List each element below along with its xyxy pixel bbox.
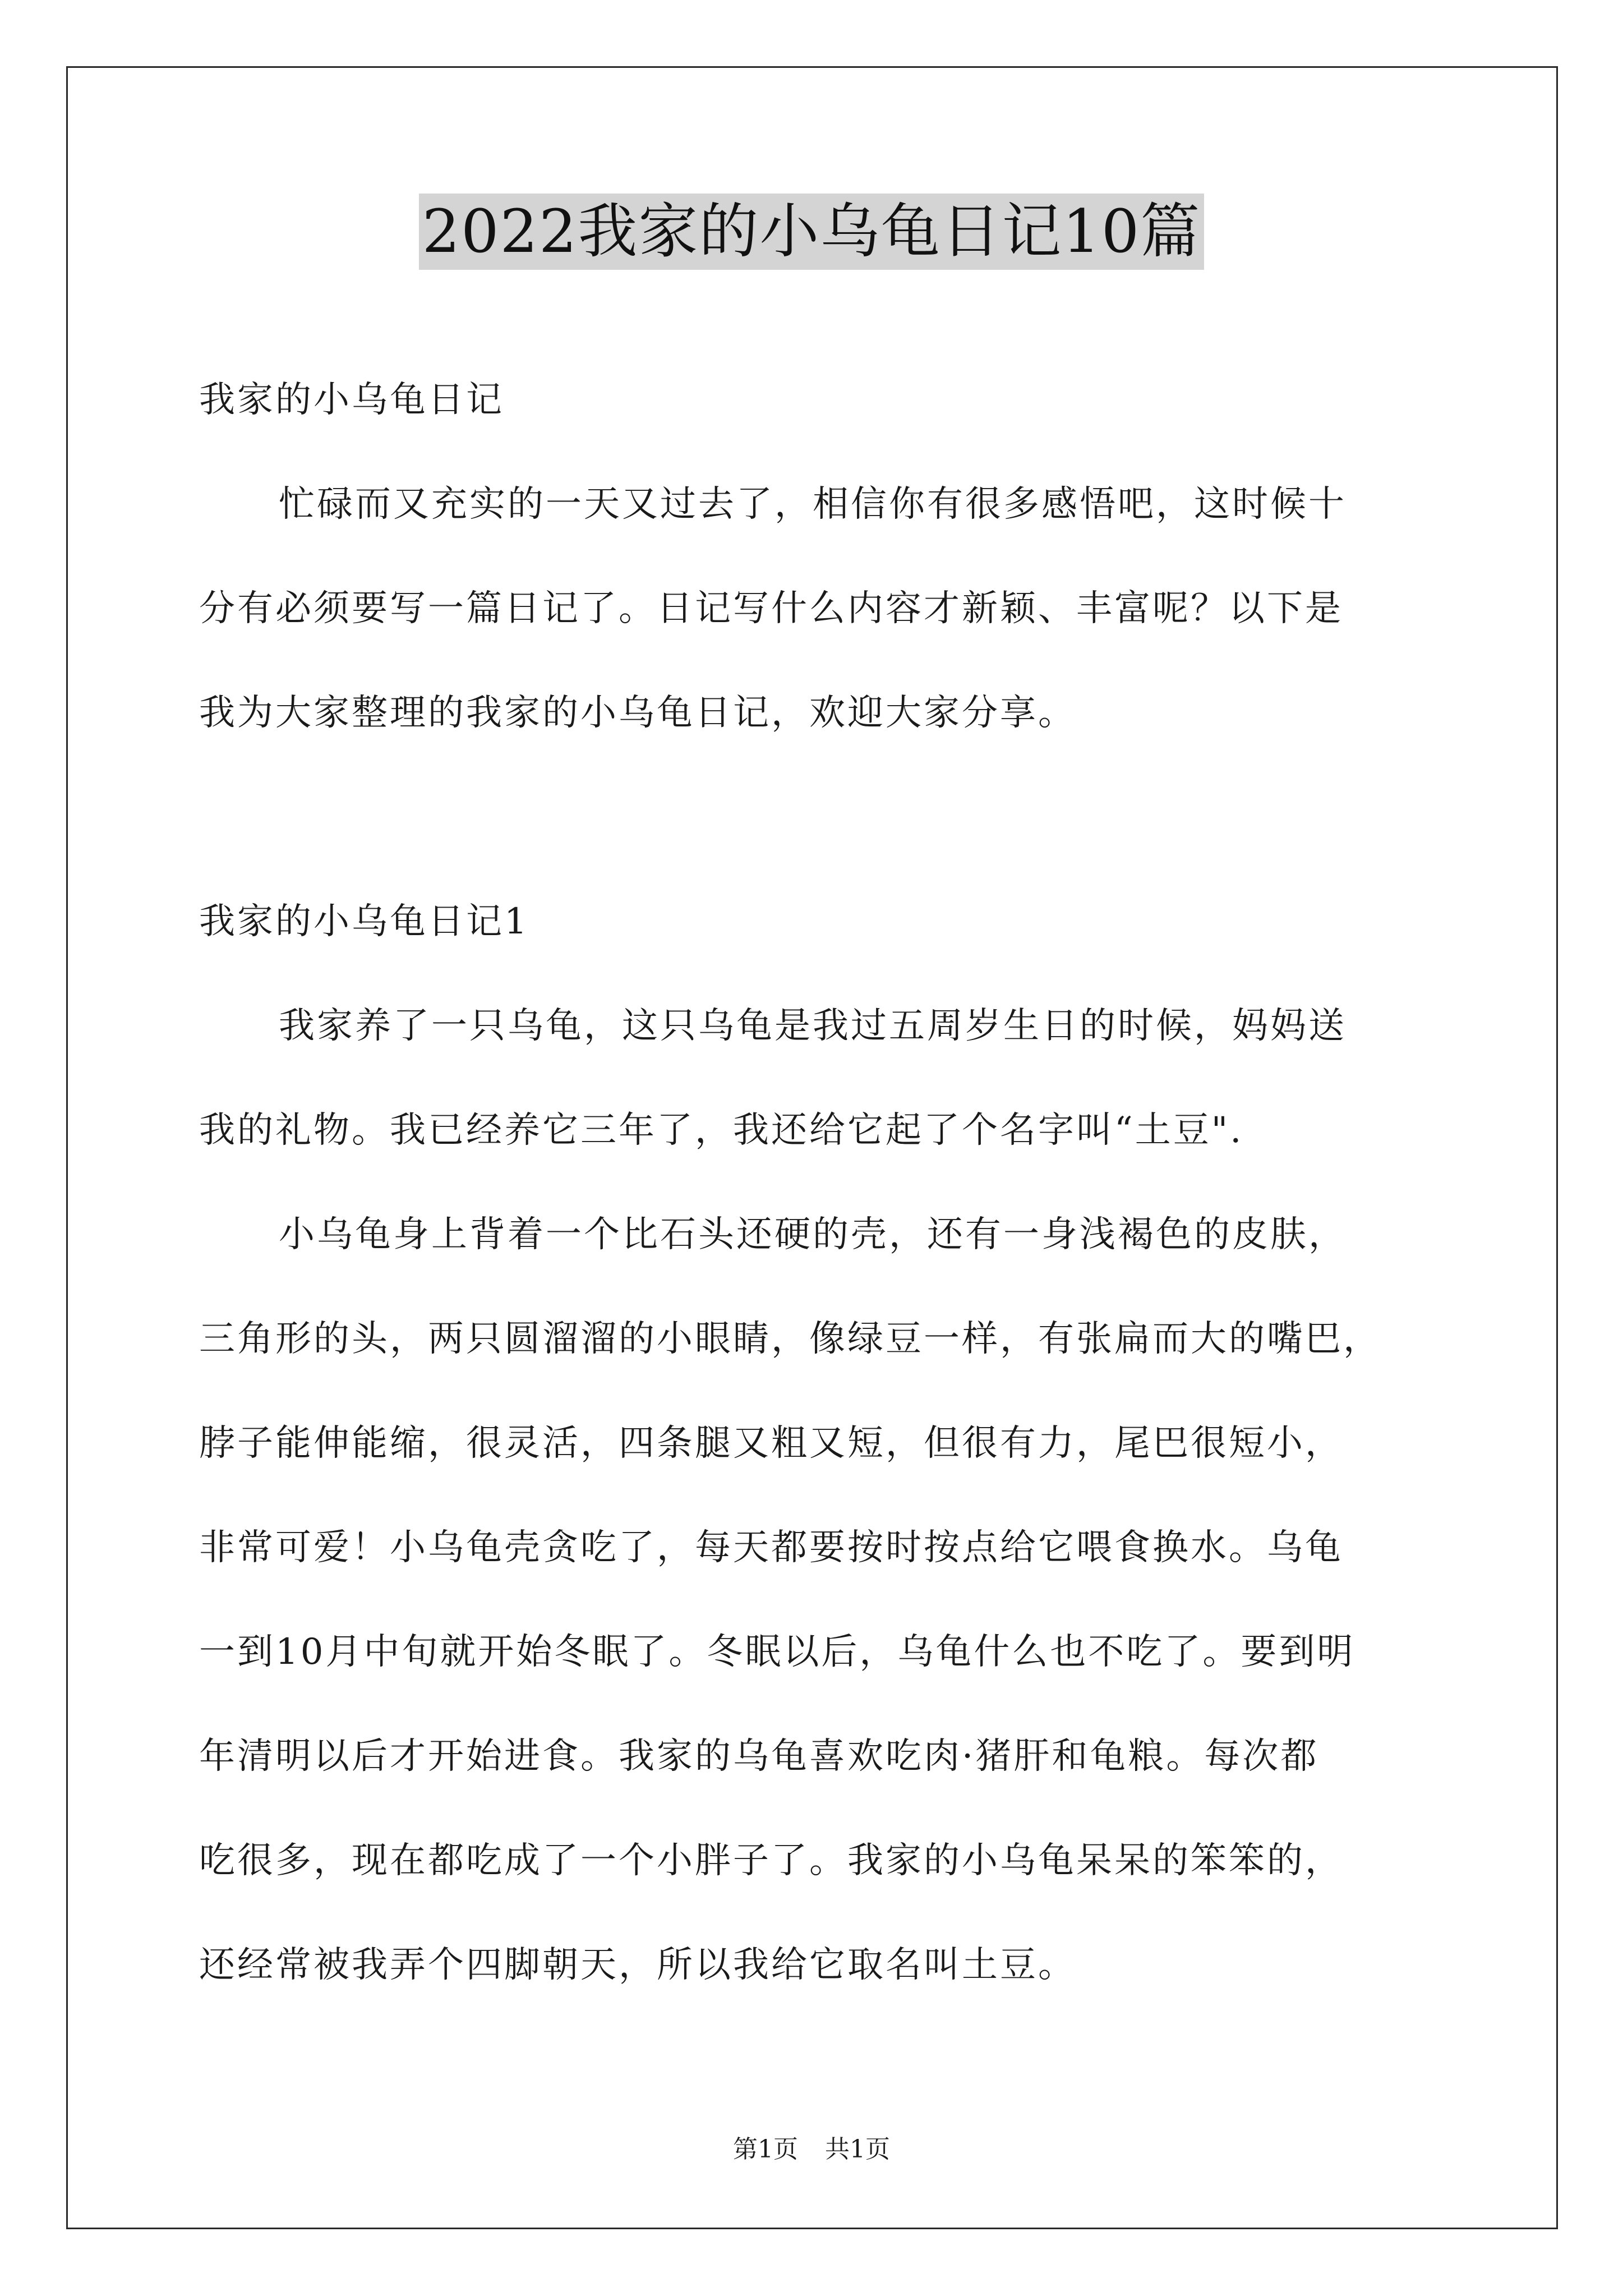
intro-line: 忙碌而又充实的一天又过去了，相信你有很多感悟吧，这时候十 xyxy=(279,484,1347,525)
page-footer xyxy=(0,2129,1623,2165)
intro-line: 我为大家整理的我家的小乌龟日记，欢迎大家分享。 xyxy=(199,692,1076,734)
paragraph-line: 小乌龟身上背着一个比石头还硬的壳，还有一身浅褐色的皮肤， xyxy=(279,1214,1347,1255)
paragraph-line: 还经常被我弄个四脚朝天，所以我给它取名叫土豆。 xyxy=(199,1944,1076,1986)
section-heading: 我家的小乌龟日记1 xyxy=(199,901,529,942)
document-body xyxy=(199,348,1438,2017)
paragraph-line: 脖子能伸能缩，很灵活，四条腿又粗又短，但很有力，尾巴很短小， xyxy=(199,1423,1343,1464)
title-container xyxy=(0,194,1623,270)
page-number: 第1页 xyxy=(733,2135,798,2164)
paragraph-line: 三角形的头，两只圆溜溜的小眼睛，像绿豆一样，有张扁而大的嘴巴， xyxy=(199,1318,1381,1360)
paragraph-line: 一到10月中旬就开始冬眠了。冬眠以后，乌龟什么也不吃了。要到明 xyxy=(199,1631,1355,1673)
intro-line: 分有必须要写一篇日记了。日记写什么内容才新颖、丰富呢？以下是 xyxy=(199,588,1343,629)
document-title: 2022我家的小乌龟日记10篇 xyxy=(419,194,1205,270)
paragraph-line: 年清明以后才开始进食。我家的乌龟喜欢吃肉·猪肝和龟粮。每次都 xyxy=(199,1736,1319,1777)
page-total: 共1页 xyxy=(825,2135,890,2164)
intro-heading: 我家的小乌龟日记 xyxy=(199,379,504,421)
section-gap xyxy=(199,765,1438,869)
paragraph-line: 我家养了一只乌龟，这只乌龟是我过五周岁生日的时候，妈妈送 xyxy=(279,1005,1347,1047)
paragraph-line: 吃很多，现在都吃成了一个小胖子了。我家的小乌龟呆呆的笨笨的， xyxy=(199,1840,1343,1881)
paragraph-line: 非常可爱！小乌龟壳贪吃了，每天都要按时按点给它喂食换水。乌龟 xyxy=(199,1527,1343,1568)
paragraph-line: 我的礼物。我已经养它三年了，我还给它起了个名字叫“土豆". xyxy=(199,1110,1244,1151)
